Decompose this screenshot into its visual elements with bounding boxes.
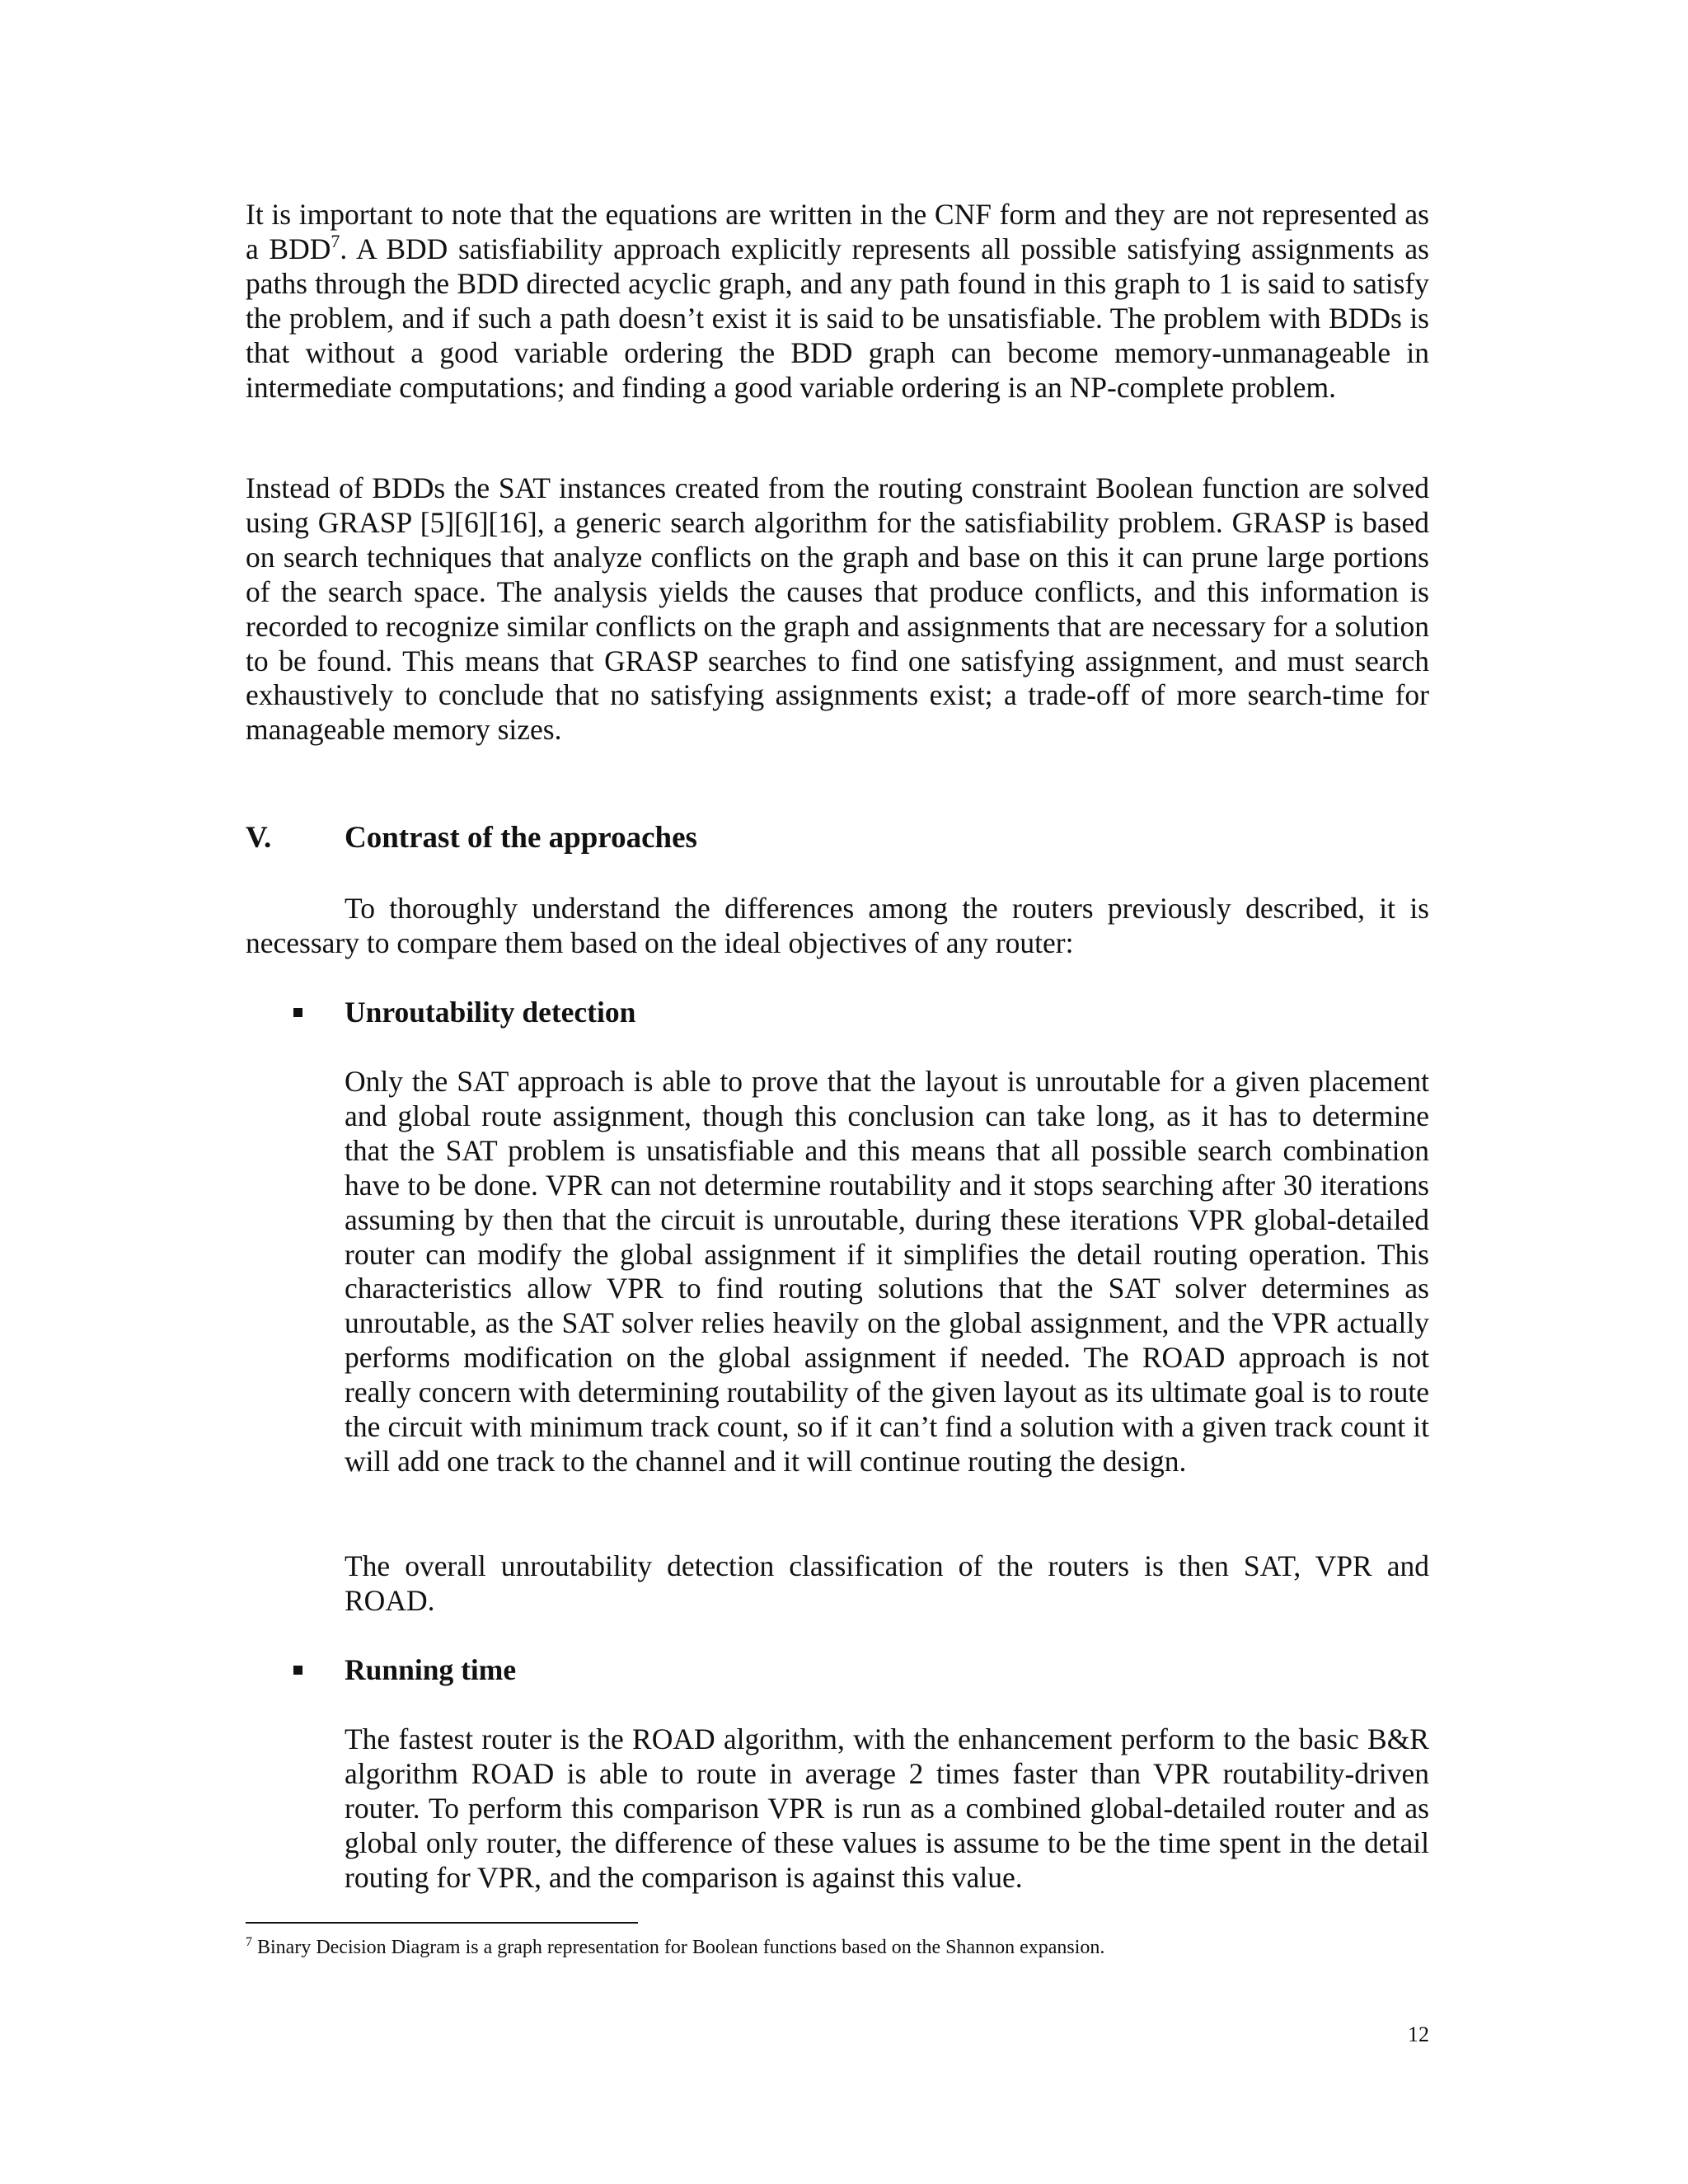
bullet-label: Running time [345,1653,517,1686]
square-bullet-icon [293,1666,302,1675]
square-bullet-icon [293,1008,302,1017]
paragraph-text: It is important to note that the equations are written in the CNF form and they are not represented as a BDD [246,198,1429,265]
bullet-label: Unroutability detection [345,996,636,1029]
page-number: 12 [1408,2022,1429,2046]
bullet-item-running-time [293,1653,1365,1690]
footnote-divider [246,1922,638,1924]
footnote-marker: 7 [246,1935,252,1949]
section-intro: To thoroughly understand the differences among the routers previously described, it is necessary to compare them based on the ideal objectives of any router: [246,892,1429,959]
section-number: V. [246,821,272,855]
paragraph-text: . A BDD satisfiability approach explicitly represents all possible satisfying assignments as paths through the BDD directed acyclic graph, and any path found in this graph to 1 is said to satisfy the problem, and if such a path doesn’t exist it is said to be unsatisfiable. The problem with BDDs is that without a good variable ordering the BDD graph can become memory-unmanageable in intermediate computations; and finding a good variable ordering is an NP-complete problem. [246,232,1429,404]
bullet-item-unroutability [293,996,1365,1032]
bullet-paragraph: The overall unroutability detection classification of the routers is then SAT, VPR and ROAD. [345,1549,1429,1617]
paragraph-bdd-note [246,198,1429,405]
section-title: Contrast of the approaches [345,821,697,855]
footnote [246,1935,1104,1960]
paragraph-grasp: Instead of BDDs the SAT instances created from the routing constraint Boolean function are solved using GRASP [5][6][16], a generic search algorithm for the satisfiability problem. GRASP is based on search techniques that analyze conflicts on the graph and base on this it can prune large portions of the search space. The analysis yields the causes that produce conflicts, and this information is recorded to recognize similar conflicts on the graph and assignments that are necessary for a solution to be found. This means that GRASP searches to find one satisfying assignment, and must search exhaustively to conclude that no satisfying assignments exist; a trade-off of more search-time for manageable memory sizes. [246,471,1429,747]
bullet-paragraph: Only the SAT approach is able to prove that the layout is unroutable for a given placement and global route assignment, though this conclusion can take long, as it has to determine that the SAT problem is unsatisfiable and this means that all possible search combination have to be done. VPR can not determine routability and it stops searching after 30 iterations assuming by then that the circuit is unroutable, during these iterations VPR global-detailed router can modify the global assignment if it simplifies the detail routing operation. This characteristics allow VPR to find routing solutions that the SAT solver determines as unroutable, as the SAT solver relies heavily on the global assignment, and the VPR actually performs modification on the global assignment if needed. The ROAD approach is not really concern with determining routability of the given layout as its ultimate goal is to route the circuit with minimum track count, so if it can’t find a solution with a given track count it will add one track to the channel and it will continue routing the design. [345,1065,1429,1478]
bullet-paragraph: The fastest router is the ROAD algorithm, with the enhancement perform to the basic B&R algorithm ROAD is able to route in average 2 times faster than VPR routability-driven router. To perform this comparison VPR is run as a combined global-detailed router and as global only router, the difference of these values is assume to be the time spent in the detail routing for VPR, and the comparison is against this value. [345,1722,1429,1894]
footnote-text: Binary Decision Diagram is a graph representation for Boolean functions based on the Shannon expansion. [252,1937,1105,1958]
footnote-reference: 7 [331,230,340,251]
